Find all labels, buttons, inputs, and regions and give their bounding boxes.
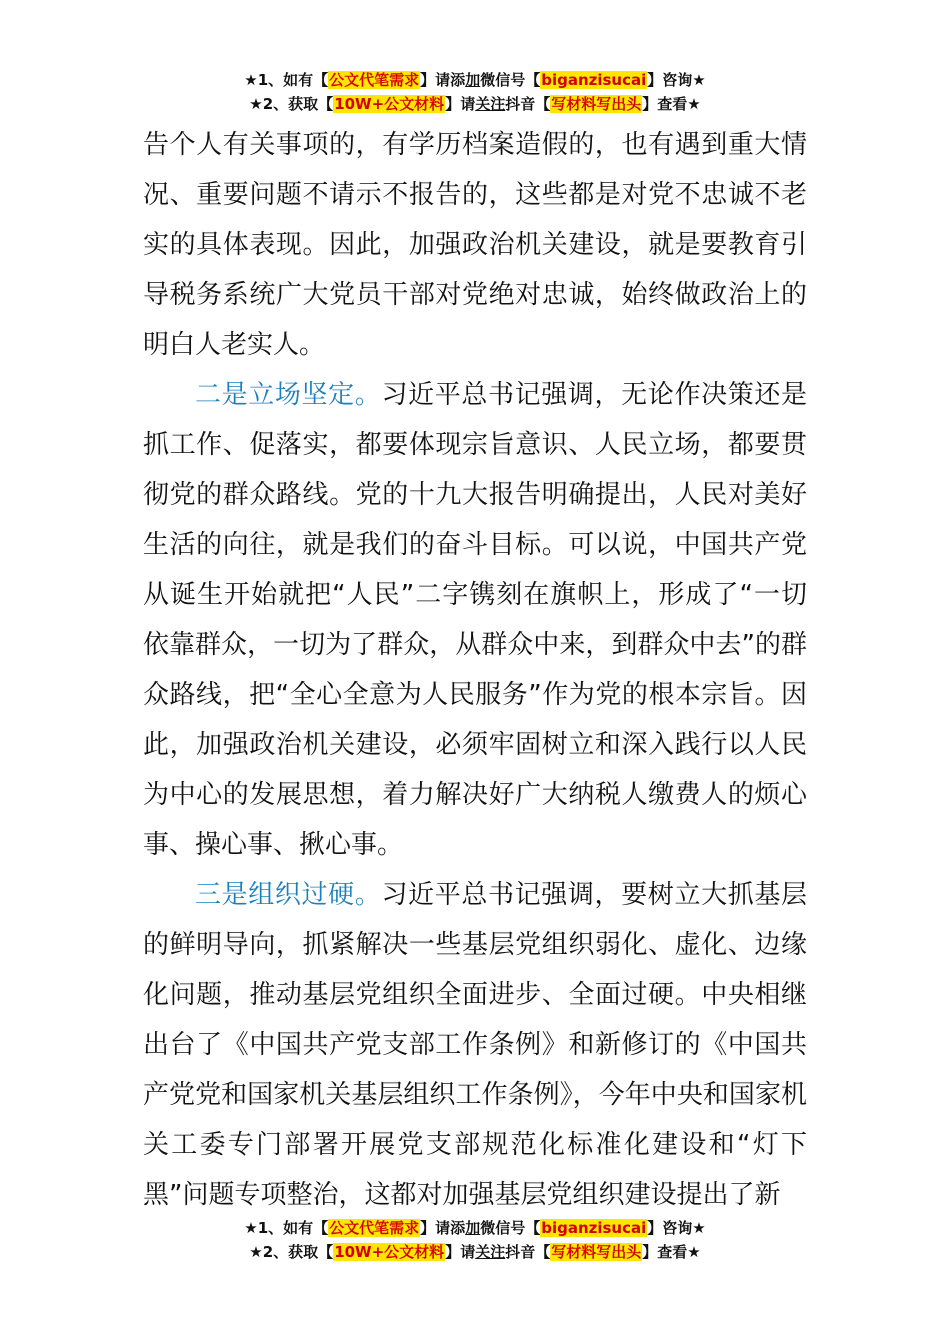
promo-text: ★1、如有【 — [244, 71, 329, 89]
promo-douyin-id: 写材料写出头 — [551, 1243, 642, 1261]
promo-douyin-id: 写材料写出头 — [551, 95, 642, 113]
promo-highlight: 公文代笔需求 — [329, 71, 420, 89]
paragraph-heading: 二是立场坚定。 — [195, 380, 382, 410]
promo-line-1 — [0, 1216, 950, 1240]
promo-banner-bottom — [0, 1216, 950, 1264]
document-body — [143, 120, 807, 1220]
promo-wechat-id: biganzisucai — [541, 1219, 647, 1237]
promo-text: ★2、获取【 — [249, 1243, 334, 1261]
promo-underlined: 关注 — [475, 95, 506, 113]
promo-text: 微信号【 — [480, 71, 541, 89]
promo-text: 】请 — [445, 95, 476, 113]
paragraph-text: 习近平总书记强调，无论作决策还是抓工作、促落实，都要体现宗旨意识、人民立场，都要贯彻党的群众路线。党的十九大报告明确提出，人民对美好生活的向往，就是我们的奋斗目标。可以说，中国共产党从诞生开始就把“人民”二字镌刻在旗帜上，形成了“一切依靠群众，一切为了群众，从群众中来，到群众中去”的群众路线，把“全心全意为人民服务”作为党的根本宗旨。因此，加强政治机关建设，必须牢固树立和深入践行以人民为中心的发展思想，着力解决好广大纳税人缴费人的烦心事、操心事、揪心事。 — [143, 380, 807, 860]
paragraph-1: 告个人有关事项的，有学历档案造假的，也有遇到重大情况、重要问题不请示不报告的，这些都是对党不忠诚不老实的具体表现。因此，加强政治机关建设，就是要教育引导税务系统广大党员干部对党绝对忠诚，始终做政治上的明白人老实人。 — [143, 130, 807, 360]
paragraph-text: 习近平总书记强调，要树立大抓基层的鲜明导向，抓紧解决一些基层党组织弱化、虚化、边缘化问题，推动基层党组织全面进步、全面过硬。中央相继出台了《中国共产党支部工作条例》和新修订的《中国共产党党和国家机关基层组织工作条例》，今年中央和国家机关工委专门部署开展党支部规范化标准化建设和“灯下黑”问题专项整治，这都对加强基层党组织建设提出了新 — [143, 880, 807, 1210]
promo-text: 】咨询★ — [647, 1219, 706, 1237]
promo-text: 】请 — [445, 1243, 476, 1261]
promo-highlight: 10W+公文材料 — [334, 95, 445, 113]
promo-highlight: 公文代笔需求 — [329, 1219, 420, 1237]
promo-underlined: 加 — [465, 71, 481, 89]
promo-text: 】查看★ — [642, 95, 701, 113]
promo-text: 】请添 — [420, 1219, 466, 1237]
paragraph-heading: 三是组织过硬。 — [195, 880, 382, 910]
promo-text: ★2、获取【 — [249, 95, 334, 113]
promo-wechat-id: biganzisucai — [541, 71, 647, 89]
paragraph-2 — [143, 370, 807, 870]
promo-underlined: 关注 — [475, 1243, 506, 1261]
promo-line-2 — [0, 92, 950, 116]
promo-line-2 — [0, 1240, 950, 1264]
promo-underlined: 加 — [465, 1219, 481, 1237]
promo-line-1 — [0, 68, 950, 92]
promo-banner-top — [0, 68, 950, 116]
promo-text: ★1、如有【 — [244, 1219, 329, 1237]
promo-text: 微信号【 — [480, 1219, 541, 1237]
paragraph-3 — [143, 870, 807, 1220]
promo-text: 抖音【 — [505, 95, 551, 113]
promo-text: 抖音【 — [505, 1243, 551, 1261]
promo-highlight: 10W+公文材料 — [334, 1243, 445, 1261]
promo-text: 】咨询★ — [647, 71, 706, 89]
promo-text: 】请添 — [420, 71, 466, 89]
promo-text: 】查看★ — [642, 1243, 701, 1261]
